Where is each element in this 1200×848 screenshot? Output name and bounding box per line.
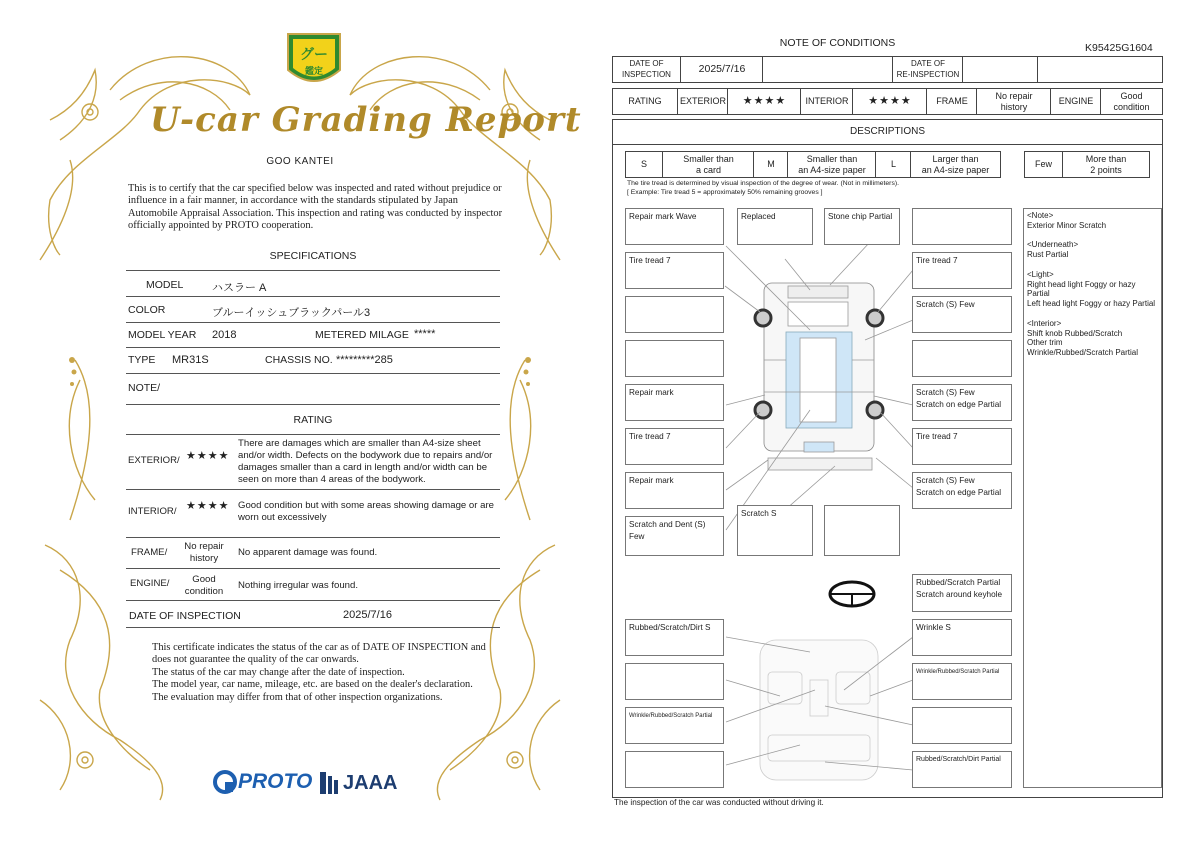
- exterior-description: There are damages which are smaller than A4-size sheet and/or width. Defects on the bodywork due to repairs and/or damages smaller than a card in length and/or width can be seen on more than 4 areas of the bodywork.: [238, 438, 493, 485]
- divider: [126, 627, 500, 628]
- divider: [126, 537, 500, 538]
- legend-l: L: [875, 152, 911, 177]
- exterior-box-front-left: Repair mark Wave: [625, 208, 724, 245]
- exterior-box-rear-bumper: [824, 505, 900, 556]
- model-value: ハスラー A: [212, 282, 267, 294]
- divider: [126, 322, 500, 323]
- interior-stars: ★★★★: [186, 500, 230, 512]
- exterior-box-bonnet: Stone chip Partial: [824, 208, 900, 245]
- interior-box-left-4: [625, 751, 724, 788]
- interior-box-left-1: Rubbed/Scratch/Dirt S: [625, 619, 724, 656]
- report-title: U-car Grading Report: [150, 100, 582, 140]
- exterior-box-left-rear-door: Repair mark: [625, 384, 724, 421]
- engine-label: ENGINE: [1050, 89, 1101, 114]
- exterior-box-bumper: Replaced: [737, 208, 813, 245]
- date-of-inspection-label: DATE OF INSPECTION: [622, 59, 671, 79]
- divider: [126, 270, 500, 271]
- metered-milage-value: *****: [414, 328, 436, 340]
- exterior-box-left-rear-tire: Tire tread 7: [625, 428, 724, 465]
- exterior-box-rear-gate: Scratch S: [737, 505, 813, 556]
- engine-value: Good condition: [184, 574, 224, 597]
- interior-box-left-3: Wrinkle/Rubbed/Scratch Partial: [625, 707, 724, 744]
- goo-kantei-badge-icon: [284, 30, 344, 92]
- legend-m-description: Smaller than an A4-size paper: [787, 152, 876, 177]
- type-label: TYPE: [128, 354, 156, 366]
- specifications-heading: SPECIFICATIONS: [269, 250, 357, 262]
- exterior-box-left-front-tire: Tire tread 7: [625, 252, 724, 289]
- exterior-box-front-right: [912, 208, 1012, 245]
- metered-milage-label: METERED MILAGE: [315, 329, 409, 341]
- divider: [126, 296, 500, 297]
- report-subtitle: GOO KANTEI: [266, 156, 334, 167]
- frame-description: No apparent damage was found.: [238, 547, 378, 558]
- sheet-title: NOTE OF CONDITIONS: [779, 37, 896, 49]
- jaaa-logo-text: JAAA: [343, 771, 398, 794]
- date-of-inspection-label: DATE OF INSPECTION: [129, 610, 241, 622]
- exterior-box-rear-left: Scratch and Dent (S) Few: [625, 516, 724, 556]
- legend-s: S: [640, 159, 647, 170]
- chassis-label: CHASSIS NO.: [265, 354, 333, 366]
- interior-label: INTERIOR/: [128, 506, 177, 517]
- proto-logo: [213, 770, 312, 794]
- exterior-box-right-front-tire: Tire tread 7: [912, 252, 1012, 289]
- proto-mark-icon: [213, 770, 237, 794]
- notes-panel: <Note> Exterior Minor Scratch <Underneath> Rust Partial <Light> Right head light Foggy or hazy Partial Left head light Foggy or hazy Partial <Interior> Shift knob Rubbed/Scratch Other trim Wrinkle/Rubbed/Scratch Partial: [1023, 208, 1162, 788]
- note-label: NOTE/: [128, 382, 161, 394]
- rating-heading: RATING: [293, 414, 333, 426]
- steering-box: Rubbed/Scratch Partial Scratch around keyhole: [912, 574, 1012, 612]
- exterior-label: EXTERIOR: [677, 89, 728, 114]
- engine-description: Nothing irregular was found.: [238, 580, 358, 591]
- legend-l-description: Larger than an A4-size paper: [910, 152, 1000, 177]
- divider: [126, 600, 500, 601]
- frame-value: No repair history: [184, 541, 224, 564]
- exterior-box-right-rear-tire: Tire tread 7: [912, 428, 1012, 465]
- certificate-disclaimer: This certificate indicates the status of the car as of DATE OF INSPECTION and does not guarantee the quality of the car onwards. The status of the car may change after the date of inspection. The model year, car name, mileage, etc. are based on the dealer's declaration. The evaluation may differ from that of other inspection organizations.: [152, 642, 486, 703]
- interior-box-right-1: Wrinkle S: [912, 619, 1012, 656]
- color-label: COLOR: [128, 304, 166, 316]
- svg-text:グー: グー: [300, 47, 328, 63]
- type-value: MR31S: [172, 354, 209, 366]
- legend-s-description: Smaller than a card: [662, 152, 754, 177]
- note-of-conditions-sheet: [600, 0, 1200, 848]
- rating-label: RATING: [628, 96, 662, 107]
- exterior-box-right-quarter: Scratch (S) Few Scratch on edge Partial: [912, 472, 1012, 509]
- interior-box-right-4: Rubbed/Scratch/Dirt Partial: [912, 751, 1012, 788]
- svg-text:鑑定: 鑑定: [304, 67, 324, 77]
- jaaa-logo: [318, 770, 397, 796]
- tire-tread-note: The tire tread is determined by visual inspection of the degree of wear. (Not in millimeters).: [627, 180, 899, 187]
- model-label: MODEL: [146, 279, 184, 291]
- divider: [126, 568, 500, 569]
- certification-statement: This is to certify that the car specified below was inspected and rated without prejudice or influence in a fair manner, in accordance with the standards stipulated by Japan Automobile Appraisal Association. This inspection and rating was conducted by inspector officially appointed by PROTO cooperation.: [128, 183, 503, 232]
- interior-box-left-2: [625, 663, 724, 700]
- divider: [126, 347, 500, 348]
- exterior-box-left-quarter: Repair mark: [625, 472, 724, 509]
- proto-logo-text: PROTO: [238, 770, 313, 793]
- interior-box-right-3: [912, 707, 1012, 744]
- date-of-inspection-value: 2025/7/16: [343, 609, 392, 621]
- interior-box-right-2: Wrinkle/Rubbed/Scratch Partial: [912, 663, 1012, 700]
- divider: [126, 373, 500, 374]
- sheet-footer-note: The inspection of the car was conducted without driving it.: [614, 798, 824, 807]
- legend-few-description: More than 2 points: [1062, 152, 1149, 177]
- exterior-stars: ★★★★: [727, 89, 801, 114]
- legend-few: Few: [1034, 159, 1052, 170]
- reinspection-label: DATE OF RE-INSPECTION: [892, 57, 963, 82]
- divider: [126, 404, 500, 405]
- model-year-value: 2018: [212, 329, 237, 341]
- tire-tread-example: [ Example: Tire tread 5 = approximately 50% remaining grooves ]: [627, 189, 823, 196]
- frame-value: No repair history: [976, 89, 1051, 114]
- exterior-label: EXTERIOR/: [128, 455, 180, 466]
- model-year-label: MODEL YEAR: [128, 329, 197, 341]
- engine-value: Good condition: [1100, 89, 1162, 114]
- exterior-box-right-rear-door: Scratch (S) Few Scratch on edge Partial: [912, 384, 1012, 421]
- sheet-code: K95425G1604: [1085, 42, 1153, 54]
- date-of-inspection-value: 2025/7/16: [680, 57, 763, 82]
- interior-label: INTERIOR: [800, 89, 853, 114]
- exterior-stars: ★★★★: [186, 450, 230, 462]
- jaaa-mark-icon: [318, 770, 340, 796]
- engine-label: ENGINE/: [130, 578, 170, 589]
- descriptions-heading: DESCRIPTIONS: [612, 119, 1163, 145]
- color-value: ブルーイッシュブラックパール3: [212, 307, 371, 319]
- interior-description: Good condition but with some areas showing damage or are worn out excessively: [238, 500, 494, 523]
- exterior-box-right-fender: Scratch (S) Few: [912, 296, 1012, 333]
- exterior-box-left-fender: [625, 296, 724, 333]
- exterior-box-right-front-door: [912, 340, 1012, 377]
- chassis-value: *********285: [336, 354, 393, 366]
- interior-stars: ★★★★: [852, 89, 927, 114]
- divider: [126, 434, 500, 435]
- divider: [126, 489, 500, 490]
- frame-label: FRAME/: [131, 547, 168, 558]
- legend-m: M: [753, 152, 788, 177]
- frame-label: FRAME: [926, 89, 977, 114]
- exterior-box-left-front-door: [625, 340, 724, 377]
